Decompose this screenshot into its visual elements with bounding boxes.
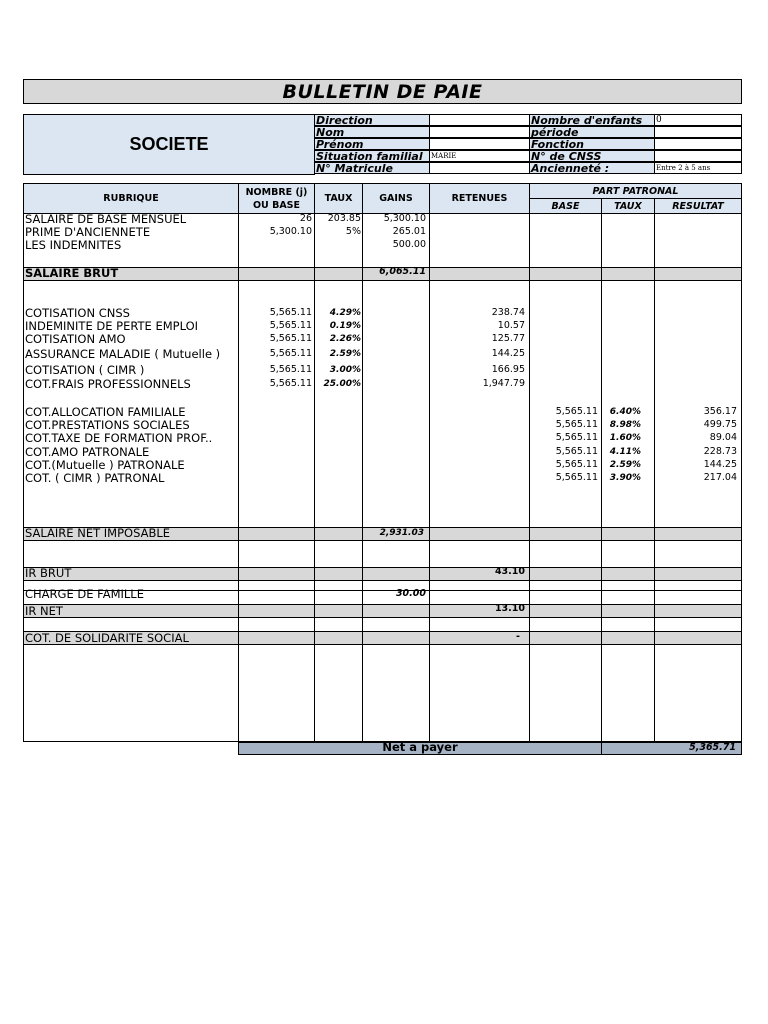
employer-taux: 4.11% <box>609 447 641 457</box>
employer-resultat: 356.17 <box>703 406 737 417</box>
employer-taux: 3.90% <box>609 473 641 483</box>
grid-line <box>429 183 430 742</box>
col-header-taux: TAUX <box>315 184 362 213</box>
deduction-label: COTISATION ( CIMR ) <box>25 363 145 377</box>
grid-line <box>654 198 655 742</box>
employer-base: 5,565.11 <box>555 446 598 457</box>
employer-taux: 6.40% <box>609 407 641 417</box>
salaire-brut-label: SALAIRE BRUT <box>25 266 119 280</box>
header-label-direction: Direction <box>314 114 430 126</box>
header-value-matricule <box>429 162 530 174</box>
header-value-prenom <box>429 138 530 150</box>
deduction-taux: 3.00% <box>329 365 361 375</box>
deduction-taux: 0.19% <box>329 321 361 331</box>
earning-gains: 5,300.10 <box>383 213 426 224</box>
charge-famille-label: CHARGE DE FAMILLE <box>25 587 144 601</box>
company-name: SOCIETE <box>23 114 315 175</box>
earning-taux: 5% <box>345 226 361 237</box>
grid-line <box>362 183 363 742</box>
salaire-brut-value: 6,065.11 <box>379 266 426 277</box>
employer-label: COT.PRESTATIONS SOCIALES <box>25 418 190 432</box>
header-value-situation: MARIE <box>429 150 530 162</box>
header-value-enfants: 0 <box>654 114 742 126</box>
grid-line <box>238 183 239 742</box>
employer-taux: 8.98% <box>609 420 641 430</box>
deduction-taux: 25.00% <box>323 379 361 389</box>
earning-label: SALAIRE DE BASE MENSUEL <box>25 212 187 226</box>
deduction-label: COT.FRAIS PROFESSIONNELS <box>25 377 191 391</box>
earning-taux: 203.85 <box>327 213 361 224</box>
header-label-situation: Situation familial <box>314 150 430 162</box>
grid-line <box>529 198 742 199</box>
grid-line <box>529 183 530 742</box>
net-imposable-value: 2,931.03 <box>379 528 424 538</box>
deduction-base: 5,565.11 <box>269 364 312 375</box>
document-title: BULLETIN DE PAIE <box>23 79 742 104</box>
employer-base: 5,565.11 <box>555 459 598 470</box>
header-value-direction <box>429 114 530 126</box>
deduction-retenue: 144.25 <box>491 348 525 359</box>
earning-label: LES INDEMNITES <box>25 238 122 252</box>
employer-base: 5,565.11 <box>555 406 598 417</box>
deduction-base: 5,565.11 <box>269 378 312 389</box>
header-value-anciennete: Entre 2 à 5 ans <box>654 162 742 174</box>
grid-line <box>601 198 602 742</box>
deduction-label: INDEMINITE DE PERTE EMPLOI <box>25 319 199 333</box>
deduction-taux: 4.29% <box>329 308 361 318</box>
solidarite-label: COT. DE SOLIDARITE SOCIAL <box>25 631 189 645</box>
employer-taux: 2.59% <box>609 460 641 470</box>
employer-label: COT. ( CIMR ) PATRONAL <box>25 471 165 485</box>
col-header-base: BASE <box>530 199 601 213</box>
earning-gains: 265.01 <box>392 226 426 237</box>
solidarite-value: - <box>516 631 520 642</box>
employer-label: COT.TAXE DE FORMATION PROF.. <box>25 431 213 445</box>
employer-resultat: 144.25 <box>703 459 737 470</box>
employer-resultat: 217.04 <box>703 472 737 483</box>
grid-line <box>23 183 742 184</box>
deduction-retenue: 125.77 <box>491 333 525 344</box>
deduction-retenue: 238.74 <box>491 307 525 318</box>
col-header-part-patronal: PART PATRONAL <box>530 184 741 198</box>
header-label-cnss: N° de CNSS <box>529 150 655 162</box>
deduction-retenue: 166.95 <box>491 364 525 375</box>
deduction-retenue: 10.57 <box>497 320 525 331</box>
deduction-base: 5,565.11 <box>269 333 312 344</box>
deduction-taux: 2.26% <box>329 334 361 344</box>
employer-taux: 1.60% <box>609 433 641 443</box>
charge-famille-value: 30.00 <box>395 588 426 599</box>
header-label-prenom: Prénom <box>314 138 430 150</box>
band-ir-net <box>24 604 741 618</box>
deduction-label: ASSURANCE MALADIE ( Mutuelle ) <box>25 347 221 361</box>
col-header-resultat: RESULTAT <box>655 199 741 213</box>
header-label-anciennete: Ancienneté : <box>529 162 655 174</box>
deduction-base: 5,565.11 <box>269 320 312 331</box>
employer-base: 5,565.11 <box>555 472 598 483</box>
col-header-nombre: NOMBRE (j) OU BASE <box>239 184 314 213</box>
header-label-periode: période <box>529 126 655 138</box>
employer-label: COT.(Mutuelle ) PATRONALE <box>25 458 185 472</box>
deduction-base: 5,565.11 <box>269 307 312 318</box>
ir-brut-label: IR BRUT <box>25 566 72 580</box>
deduction-taux: 2.59% <box>329 349 361 359</box>
employer-base: 5,565.11 <box>555 419 598 430</box>
ir-net-value: 13.10 <box>494 603 525 614</box>
earning-gains: 500.00 <box>392 239 426 250</box>
employer-base: 5,565.11 <box>555 432 598 443</box>
net-a-payer-label: Net a payer <box>382 740 458 754</box>
header-label-nom: Nom <box>314 126 430 138</box>
header-value-fonction <box>654 138 742 150</box>
employer-resultat: 89.04 <box>709 432 737 443</box>
header-label-matricule: N° Matricule <box>314 162 430 174</box>
ir-net-label: IR NET <box>25 604 63 618</box>
header-label-enfants: Nombre d'enfants <box>529 114 655 126</box>
ir-brut-value: 43.10 <box>494 566 525 577</box>
employer-label: COT.AMO PATRONALE <box>25 445 150 459</box>
col-header-retenues: RETENUES <box>430 184 529 213</box>
earning-label: PRIME D'ANCIENNETE <box>25 225 151 239</box>
header-label-fonction: Fonction <box>529 138 655 150</box>
col-header-taux-patronal: TAUX <box>602 199 654 213</box>
header-value-cnss <box>654 150 742 162</box>
header-value-periode <box>654 126 742 138</box>
earning-nombre: 5,300.10 <box>269 226 312 237</box>
employer-resultat: 228.73 <box>703 446 737 457</box>
deduction-label: COTISATION CNSS <box>25 306 130 320</box>
col-header-gains: GAINS <box>363 184 429 213</box>
header-value-nom <box>429 126 530 138</box>
grid-line <box>314 183 315 742</box>
col-header-rubrique: RUBRIQUE <box>24 184 238 213</box>
employer-label: COT.ALLOCATION FAMILIALE <box>25 405 186 419</box>
deduction-retenue: 1,947.79 <box>482 378 525 389</box>
deduction-label: COTISATION AMO <box>25 332 126 346</box>
band-ir-brut <box>24 567 741 581</box>
net-imposable-label: SALAIRE NET IMPOSABLE <box>25 526 171 540</box>
employer-resultat: 499.75 <box>703 419 737 430</box>
net-a-payer-value: 5,365.71 <box>689 742 736 753</box>
earning-nombre: 26 <box>299 213 312 224</box>
deduction-base: 5,565.11 <box>269 348 312 359</box>
